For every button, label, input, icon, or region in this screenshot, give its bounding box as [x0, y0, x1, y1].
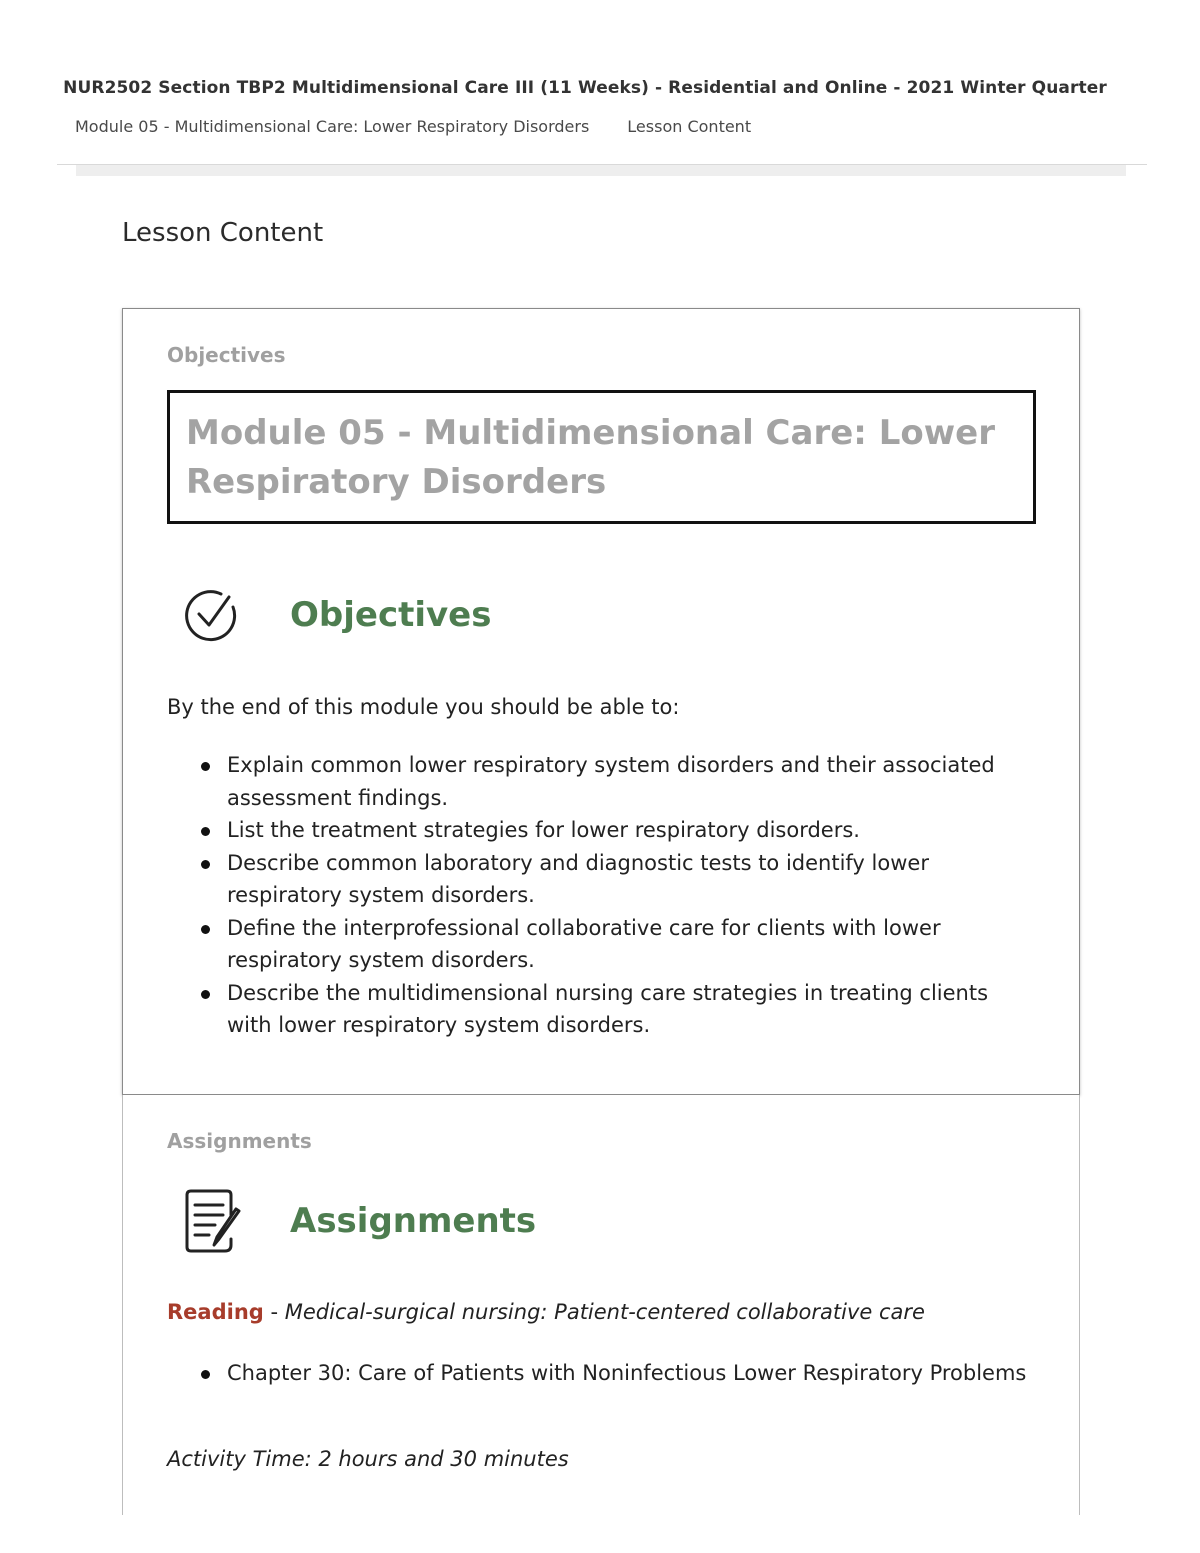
reading-separator: - [263, 1300, 285, 1324]
activity-time: Activity Time: 2 hours and 30 minutes [167, 1447, 569, 1471]
reading-line [167, 1300, 925, 1324]
list-item: Chapter 30: Care of Patients with Noninfectious Lower Respiratory Problems [227, 1357, 1037, 1390]
list-item: Describe the multidimensional nursing care strategies in treating clients with lower respiratory system disorders. [227, 977, 1037, 1042]
course-title: NUR2502 Section TBP2 Multidimensional Care III (11 Weeks) - Residential and Online - 2021 Winter Quarter [63, 78, 1107, 98]
objectives-card [122, 308, 1080, 1095]
reading-label: Reading [167, 1300, 264, 1324]
breadcrumb-current: Lesson Content [627, 117, 752, 136]
list-item: Describe common laboratory and diagnostic tests to identify lower respiratory system disorders. [227, 847, 1037, 912]
breadcrumb [75, 117, 751, 136]
assignments-label: Assignments [167, 1129, 312, 1153]
document-pencil-icon [181, 1189, 241, 1249]
module-title-box [167, 390, 1036, 524]
checkmark-circle-icon [181, 585, 241, 645]
list-item: Explain common lower respiratory system disorders and their associated assessment findings. [227, 749, 1037, 814]
reading-title: Medical-surgical nursing: Patient-centered collaborative care [284, 1300, 925, 1324]
page-title: Lesson Content [122, 218, 324, 248]
assignments-card [122, 1095, 1080, 1515]
objectives-label: Objectives [167, 343, 286, 367]
module-title: Module 05 - Multidimensional Care: Lower Respiratory Disorders [186, 413, 995, 502]
list-item: Define the interprofessional collaborative care for clients with lower respiratory system disorders. [227, 912, 1037, 977]
objectives-intro: By the end of this module you should be able to: [167, 695, 680, 719]
objectives-list [167, 749, 1037, 1042]
objectives-heading: Objectives [290, 595, 492, 635]
assignments-heading: Assignments [290, 1201, 537, 1241]
breadcrumb-module-link[interactable]: Module 05 - Multidimensional Care: Lower Respiratory Disorders [75, 117, 590, 136]
list-item: List the treatment strategies for lower respiratory disorders. [227, 814, 1037, 847]
header-bar [76, 165, 1126, 176]
chapter-list [167, 1357, 1037, 1390]
